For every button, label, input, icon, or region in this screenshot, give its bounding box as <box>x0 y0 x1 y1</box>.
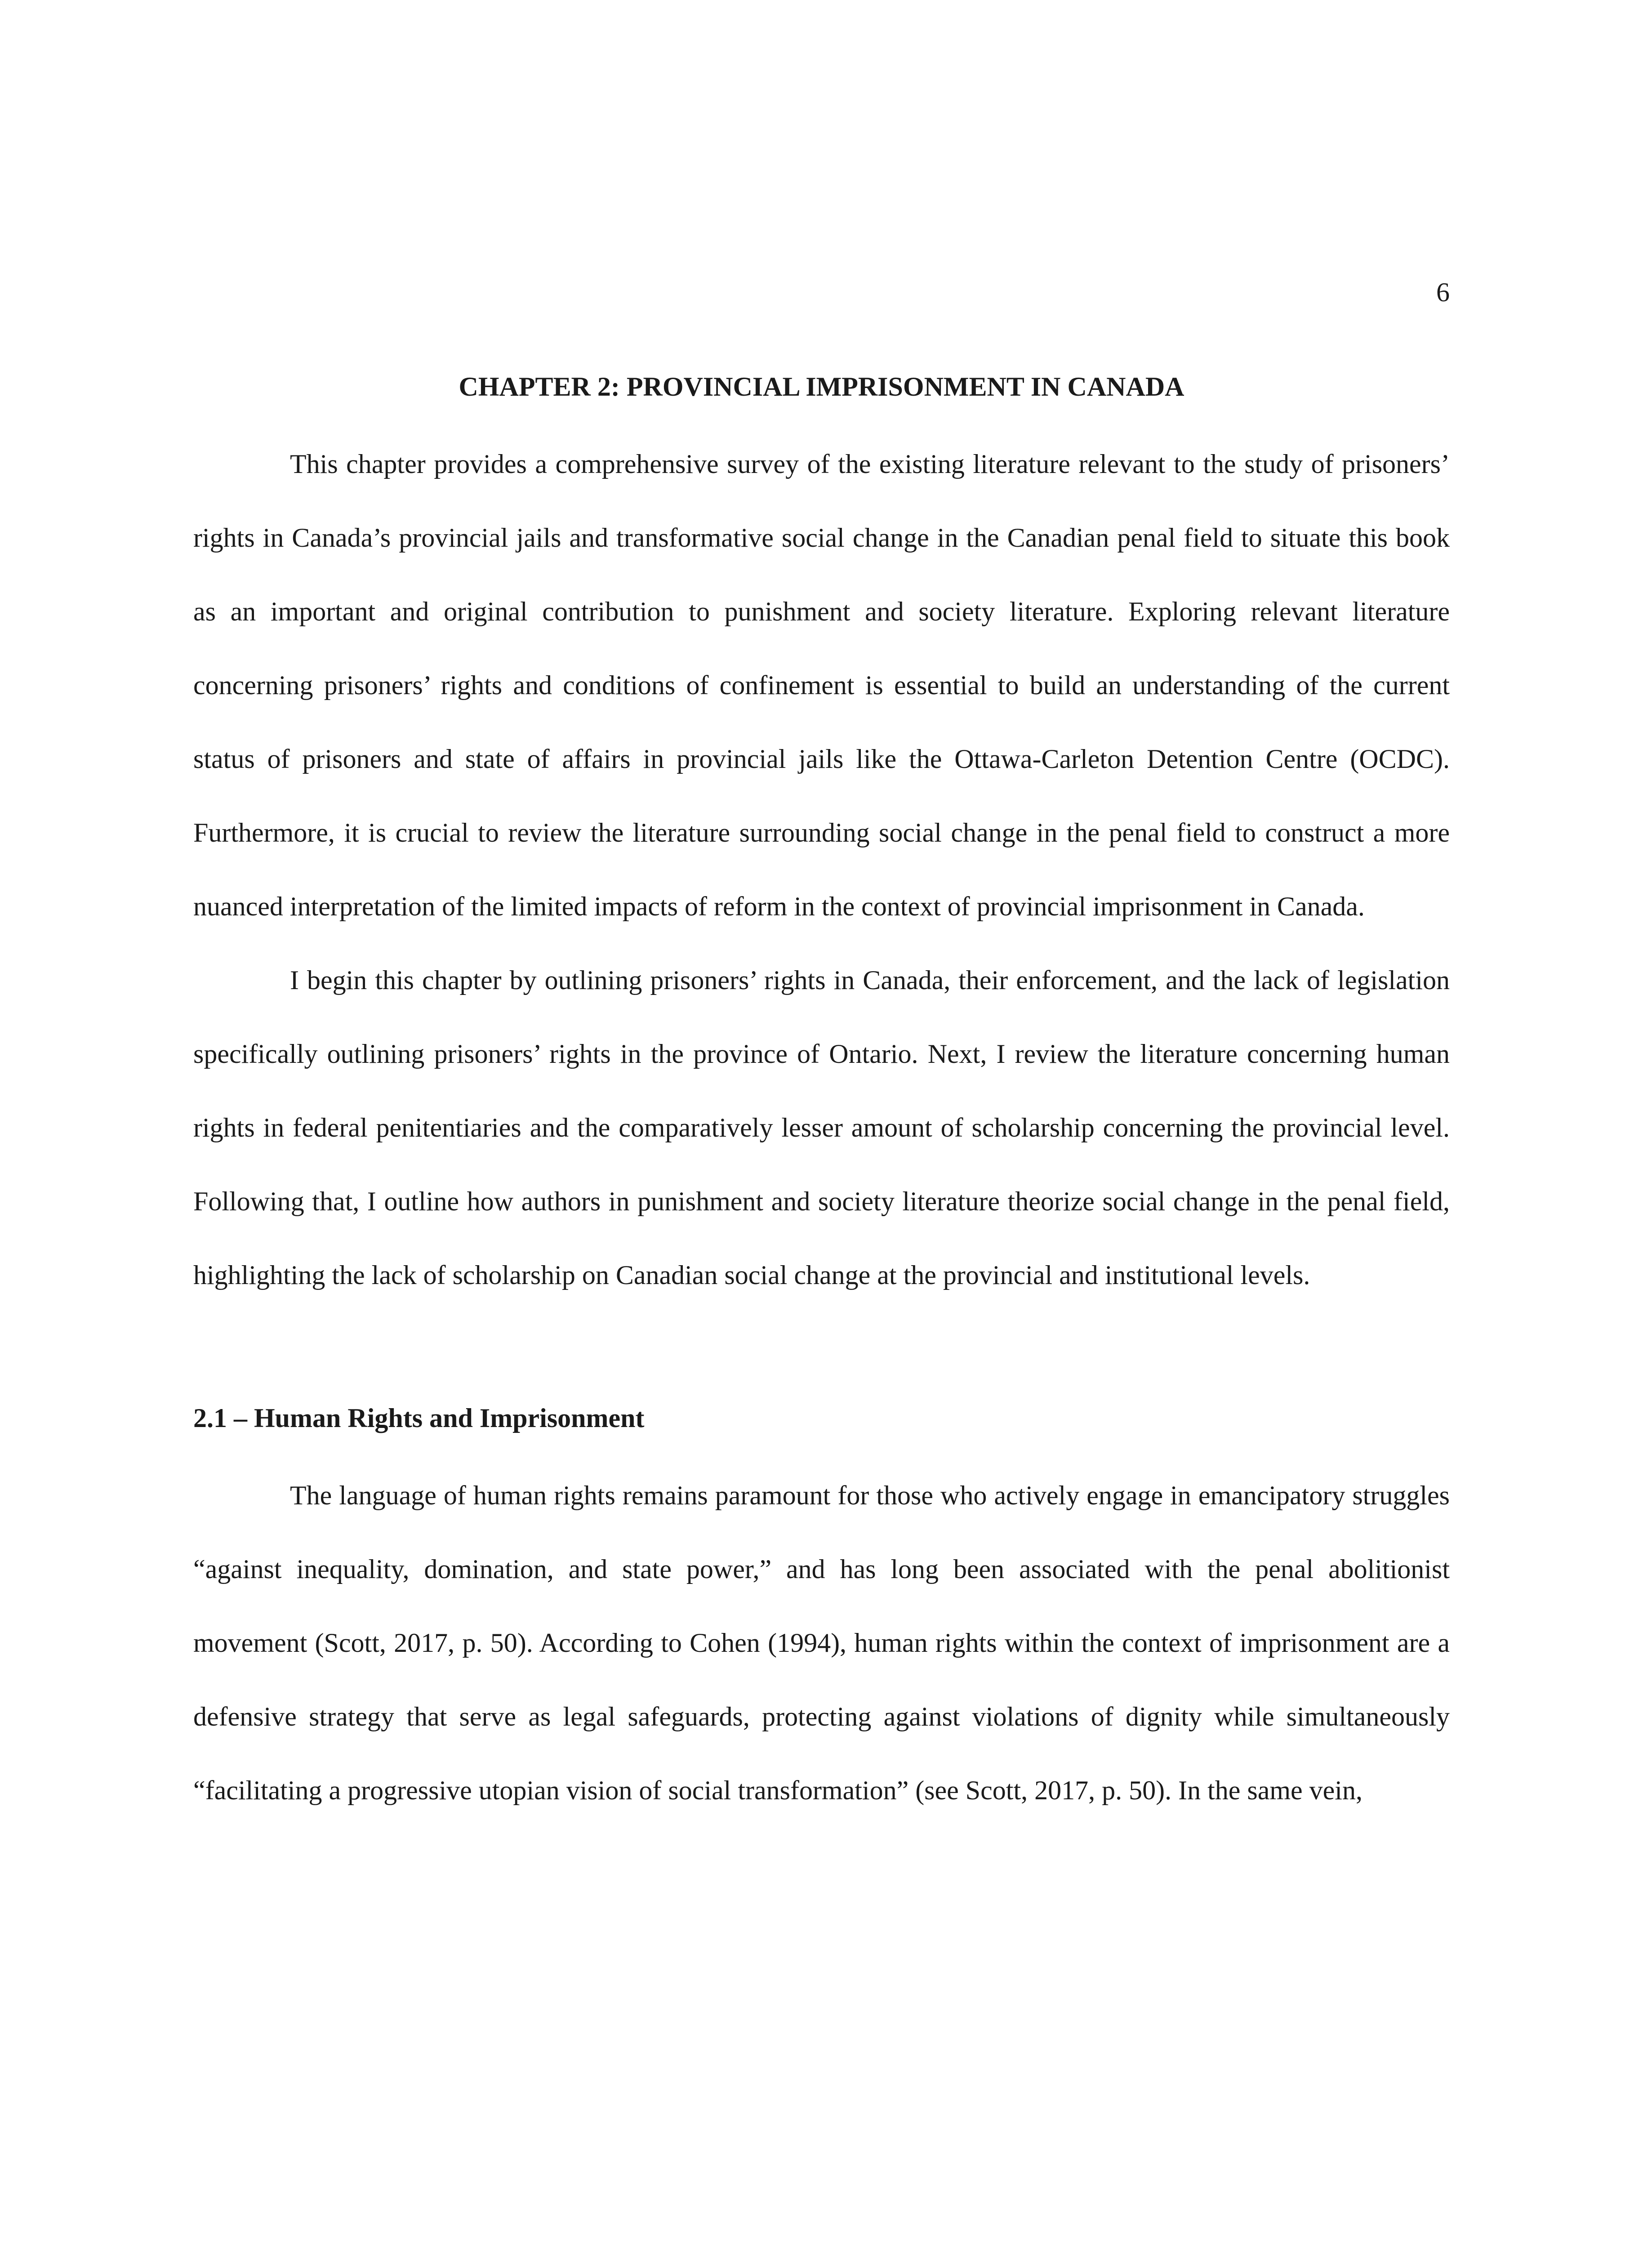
page-number: 6 <box>1436 277 1450 307</box>
section-paragraph: The language of human rights remains paramount for those who actively engage in emancipatory struggles “against inequality, domination, and state power,” and has long been associated with the penal abolitionist movement (Scott, 2017, p. 50). According to Cohen (1994), human rights within the context of imprisonment are a defensive strategy that serve as legal safeguards, protecting against violations of dignity while simultaneously “facilitating a progressive utopian vision of social transformation” (see Scott, 2017, p. 50). In the same vein, <box>193 1481 1450 1805</box>
chapter-title: CHAPTER 2: PROVINCIAL IMPRISONMENT IN CANADA <box>459 372 1184 401</box>
section-heading: 2.1 – Human Rights and Imprisonment <box>193 1403 645 1433</box>
intro-paragraph: This chapter provides a comprehensive survey of the existing literature relevant to the study of prisoners’ rights in Canada’s provincial jails and transformative social change in the Canadian penal field to situate this book as an important and original contribution to punishment and society literature. Exploring relevant literature concerning prisoners’ rights and conditions of confinement is essential to build an understanding of the current status of prisoners and state of affairs in provincial jails like the Ottawa-Carleton Detention Centre (OCDC). Furthermore, it is crucial to review the literature surrounding social change in the penal field to construct a more nuanced interpretation of the limited impacts of reform in the context of provincial imprisonment in Canada. <box>193 449 1450 921</box>
outline-paragraph: I begin this chapter by outlining prisoners’ rights in Canada, their enforcement, and the lack of legislation specifically outlining prisoners’ rights in the province of Ontario. Next, I review the literature concerning human rights in federal penitentiaries and the comparatively lesser amount of scholarship concerning the provincial level. Following that, I outline how authors in punishment and society literature theorize social change in the penal field, highlighting the lack of scholarship on Canadian social change at the provincial and institutional levels. <box>193 965 1450 1290</box>
page-content <box>193 369 1450 1827</box>
